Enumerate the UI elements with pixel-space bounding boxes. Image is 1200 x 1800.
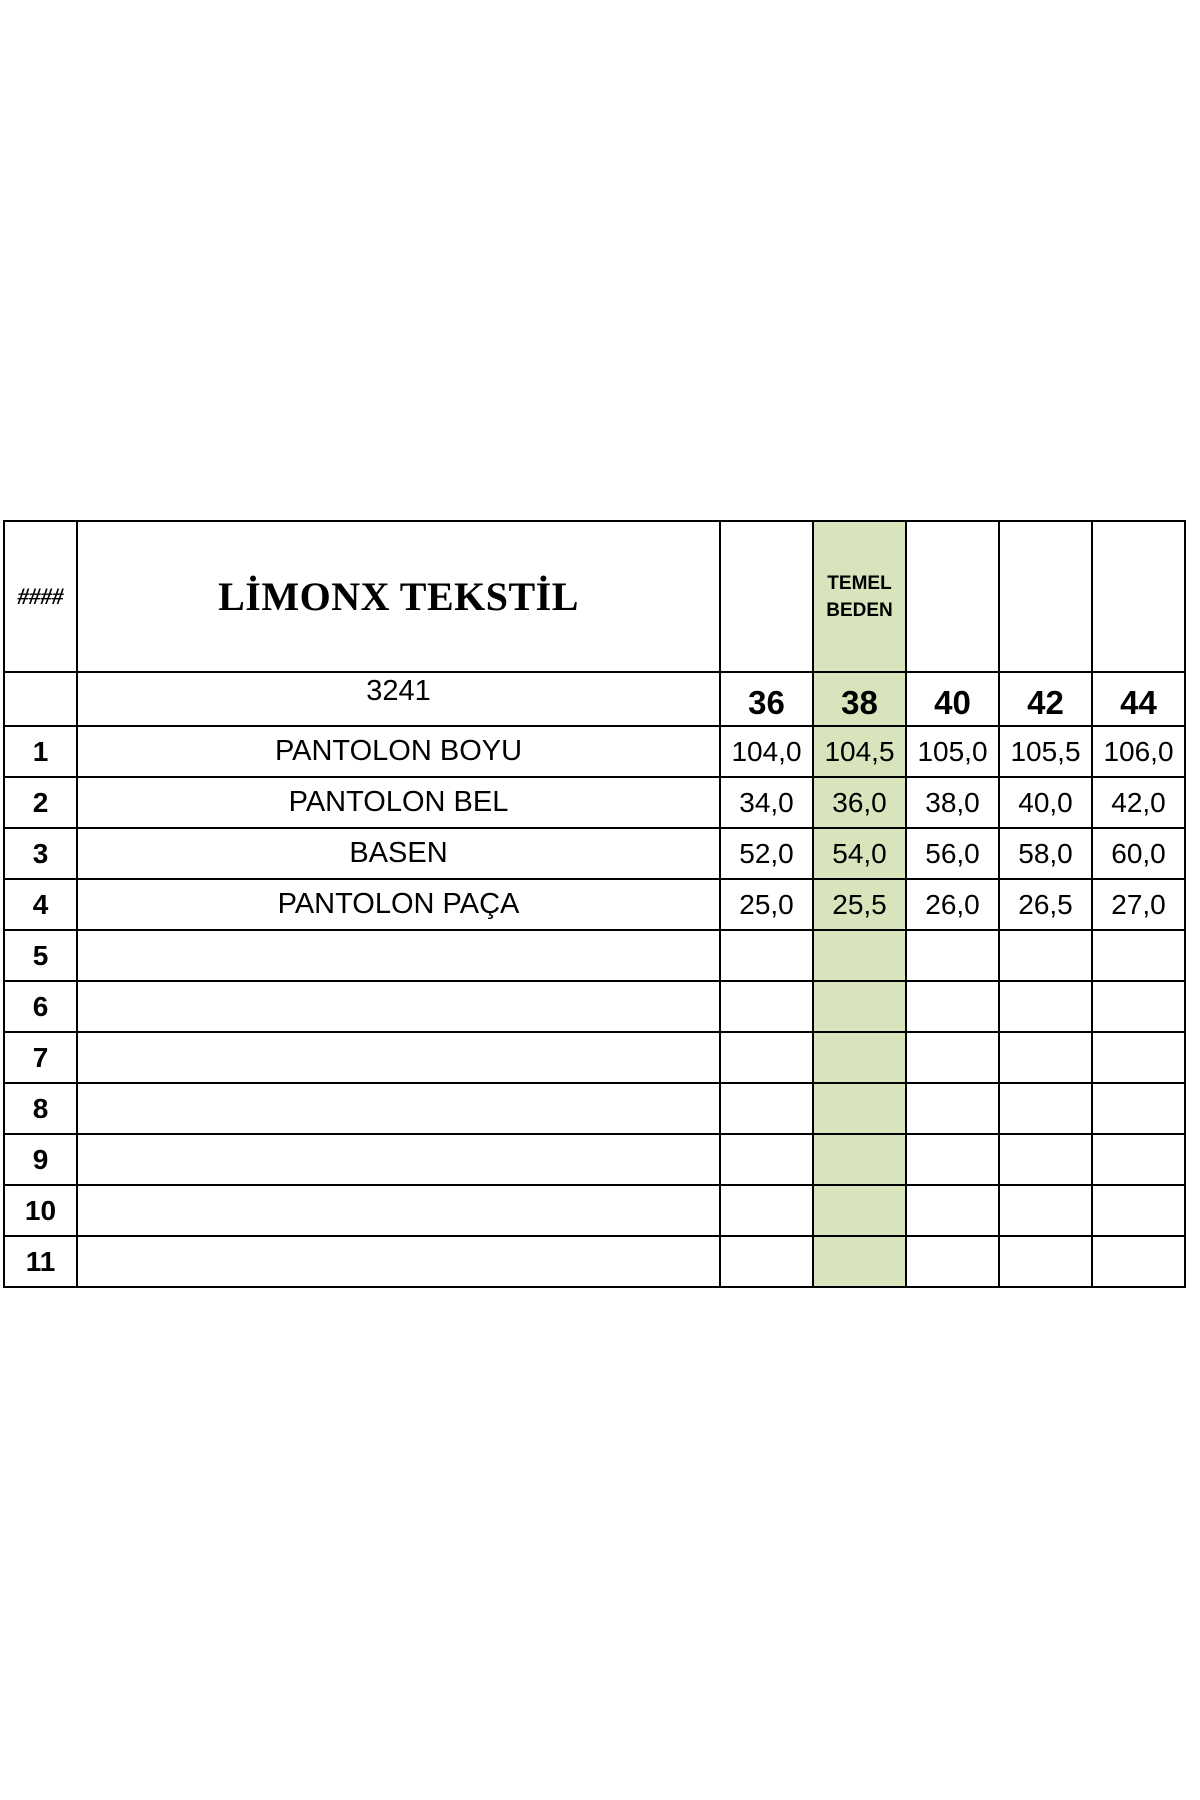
measurement-value bbox=[720, 981, 813, 1032]
measurement-value bbox=[1092, 930, 1185, 981]
base-size-label bbox=[813, 521, 906, 672]
measurement-value: 34,0 bbox=[720, 777, 813, 828]
header-empty-cell bbox=[999, 521, 1092, 672]
measurement-value-base: 36,0 bbox=[813, 777, 906, 828]
row-number: 9 bbox=[4, 1134, 77, 1185]
base-size-label-line1: TEMEL bbox=[827, 572, 892, 594]
measurement-name: PANTOLON BOYU bbox=[77, 726, 720, 777]
measurement-value: 27,0 bbox=[1092, 879, 1185, 930]
measurement-value-base: 104,5 bbox=[813, 726, 906, 777]
row-number: 10 bbox=[4, 1185, 77, 1236]
measurement-value bbox=[999, 1032, 1092, 1083]
measurement-name: BASEN bbox=[77, 828, 720, 879]
measurement-value: 56,0 bbox=[906, 828, 999, 879]
measurement-value bbox=[906, 1032, 999, 1083]
row-number: 7 bbox=[4, 1032, 77, 1083]
size-label: 42 bbox=[999, 672, 1092, 726]
measurement-value: 104,0 bbox=[720, 726, 813, 777]
table-row bbox=[4, 1083, 1185, 1134]
measurement-value bbox=[1092, 1236, 1185, 1287]
table-row bbox=[4, 930, 1185, 981]
measurement-value-base bbox=[813, 1134, 906, 1185]
measurement-value: 60,0 bbox=[1092, 828, 1185, 879]
row-number: 6 bbox=[4, 981, 77, 1032]
measurement-value-base bbox=[813, 1236, 906, 1287]
measurement-value bbox=[720, 1236, 813, 1287]
base-size-label-line2: BEDEN bbox=[826, 599, 893, 621]
measurement-value bbox=[1092, 1083, 1185, 1134]
table-row bbox=[4, 726, 1185, 777]
sizes-row bbox=[4, 672, 1185, 726]
measurement-value bbox=[906, 930, 999, 981]
measurement-value bbox=[999, 981, 1092, 1032]
measurement-value-base bbox=[813, 930, 906, 981]
size-chart-table bbox=[3, 520, 1186, 1288]
measurement-value: 38,0 bbox=[906, 777, 999, 828]
measurement-value bbox=[1092, 981, 1185, 1032]
measurement-value-base bbox=[813, 1032, 906, 1083]
measurement-value: 42,0 bbox=[1092, 777, 1185, 828]
measurement-value bbox=[999, 1083, 1092, 1134]
row-number: 11 bbox=[4, 1236, 77, 1287]
table-row bbox=[4, 1185, 1185, 1236]
row-number: 2 bbox=[4, 777, 77, 828]
table-row bbox=[4, 1032, 1185, 1083]
table-row bbox=[4, 828, 1185, 879]
size-label-base: 38 bbox=[813, 672, 906, 726]
measurement-value bbox=[906, 981, 999, 1032]
measurement-value bbox=[1092, 1134, 1185, 1185]
table-row bbox=[4, 879, 1185, 930]
measurement-value-base: 25,5 bbox=[813, 879, 906, 930]
sizes-row-empty-cell bbox=[4, 672, 77, 726]
measurement-value: 106,0 bbox=[1092, 726, 1185, 777]
row-number: 8 bbox=[4, 1083, 77, 1134]
measurement-value bbox=[999, 1185, 1092, 1236]
measurement-value: 26,5 bbox=[999, 879, 1092, 930]
measurement-name bbox=[77, 1185, 720, 1236]
measurement-value bbox=[906, 1083, 999, 1134]
measurement-value: 58,0 bbox=[999, 828, 1092, 879]
measurement-value bbox=[906, 1134, 999, 1185]
measurement-value-base bbox=[813, 981, 906, 1032]
header-empty-cell bbox=[1092, 521, 1185, 672]
measurement-value bbox=[720, 1185, 813, 1236]
row-number: 5 bbox=[4, 930, 77, 981]
brand-title: LİMONX TEKSTİL bbox=[77, 521, 720, 672]
table-row bbox=[4, 1236, 1185, 1287]
measurement-name bbox=[77, 981, 720, 1032]
measurement-value: 25,0 bbox=[720, 879, 813, 930]
measurement-value bbox=[1092, 1185, 1185, 1236]
measurement-value bbox=[999, 1236, 1092, 1287]
row-number: 4 bbox=[4, 879, 77, 930]
hash-cell: #### bbox=[4, 521, 77, 672]
measurement-name bbox=[77, 1236, 720, 1287]
row-number: 1 bbox=[4, 726, 77, 777]
header-empty-cell bbox=[906, 521, 999, 672]
measurement-name bbox=[77, 1134, 720, 1185]
measurement-name: PANTOLON BEL bbox=[77, 777, 720, 828]
header-empty-cell bbox=[720, 521, 813, 672]
measurement-value bbox=[906, 1236, 999, 1287]
size-label: 36 bbox=[720, 672, 813, 726]
measurement-value-base: 54,0 bbox=[813, 828, 906, 879]
measurement-name: PANTOLON PAÇA bbox=[77, 879, 720, 930]
measurement-value bbox=[1092, 1032, 1185, 1083]
measurement-name bbox=[77, 1032, 720, 1083]
measurement-value bbox=[906, 1185, 999, 1236]
measurement-value bbox=[999, 1134, 1092, 1185]
measurement-value-base bbox=[813, 1083, 906, 1134]
table-row bbox=[4, 981, 1185, 1032]
measurement-value: 105,5 bbox=[999, 726, 1092, 777]
measurement-value bbox=[720, 1083, 813, 1134]
header-row bbox=[4, 521, 1185, 672]
measurement-value-base bbox=[813, 1185, 906, 1236]
size-label: 44 bbox=[1092, 672, 1185, 726]
model-code: 3241 bbox=[77, 672, 720, 726]
measurement-name bbox=[77, 1083, 720, 1134]
measurement-value: 26,0 bbox=[906, 879, 999, 930]
row-number: 3 bbox=[4, 828, 77, 879]
table-row bbox=[4, 1134, 1185, 1185]
measurement-value: 52,0 bbox=[720, 828, 813, 879]
measurement-value bbox=[999, 930, 1092, 981]
measurement-name bbox=[77, 930, 720, 981]
measurement-value bbox=[720, 930, 813, 981]
measurement-value: 105,0 bbox=[906, 726, 999, 777]
size-label: 40 bbox=[906, 672, 999, 726]
measurement-value: 40,0 bbox=[999, 777, 1092, 828]
measurement-value bbox=[720, 1134, 813, 1185]
table-row bbox=[4, 777, 1185, 828]
measurement-value bbox=[720, 1032, 813, 1083]
